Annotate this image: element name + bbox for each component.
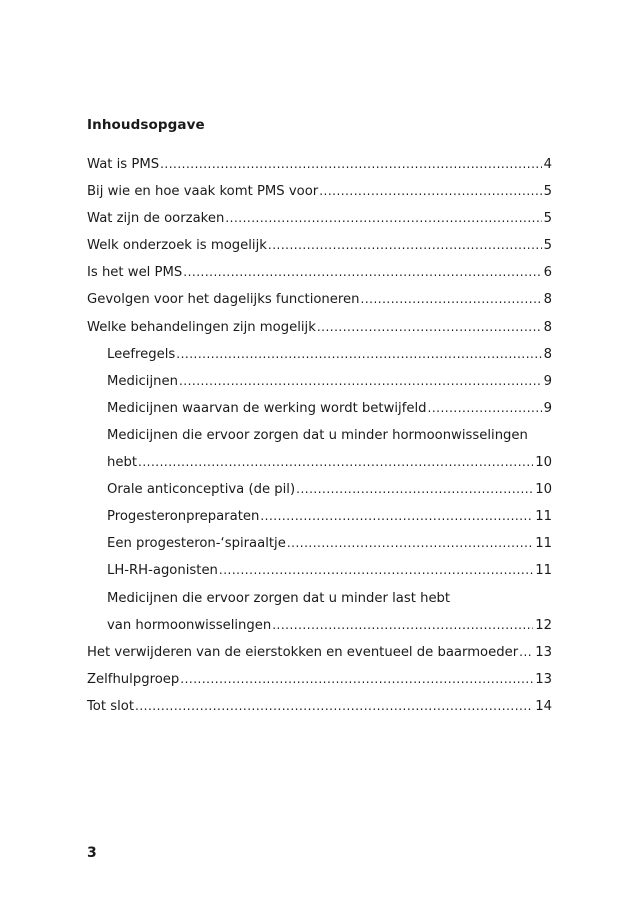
toc-entry-page: 6 — [543, 265, 552, 281]
toc-entry-page: 12 — [535, 617, 552, 633]
toc-entry-label: Gevolgen voor het dagelijks functioneren — [87, 292, 360, 308]
toc-entry-label: Het verwijderen van de eierstokken en eventueel de baarmoeder — [87, 644, 519, 660]
toc-entry-label: Welk onderzoek is mogelijk — [87, 238, 267, 254]
toc-entry-label: Wat zijn de oorzaken — [87, 211, 225, 227]
toc-entry-progesteronpreparaten[interactable] — [87, 503, 552, 530]
dot-leader — [179, 368, 542, 395]
dot-leader — [160, 151, 542, 178]
toc-entry-page: 11 — [535, 563, 552, 579]
toc-entry-label: Zelfhulpgroep — [87, 671, 180, 687]
toc-entry-eierstokken[interactable] — [87, 639, 552, 666]
toc-entry-label: Een progesteron-‘spiraaltje — [107, 536, 286, 552]
toc-entry-page: 5 — [543, 238, 552, 254]
dot-leader — [135, 693, 533, 720]
toc-entry-label: Is het wel PMS — [87, 265, 183, 281]
toc-title: Inhoudsopgave — [87, 117, 205, 133]
toc-entry-page: 11 — [535, 536, 552, 552]
toc-entry-page: 13 — [535, 644, 552, 660]
dot-leader — [183, 259, 541, 286]
toc-entry-page: 11 — [535, 509, 552, 525]
toc-entry-bij-wie[interactable] — [87, 178, 552, 205]
dot-leader — [428, 395, 542, 422]
toc-entry-minder-last-line2[interactable] — [87, 612, 552, 639]
toc-entry-page: 8 — [543, 319, 552, 335]
dot-leader — [272, 612, 533, 639]
dot-leader — [317, 314, 542, 341]
toc-entry-is-het-pms[interactable] — [87, 259, 552, 286]
toc-entry-lh-rh-agonisten[interactable] — [87, 557, 552, 584]
toc-entry-medicijnen-betwijfeld[interactable] — [87, 395, 552, 422]
toc-entry-label: Leefregels — [107, 346, 176, 362]
dot-leader — [138, 449, 533, 476]
toc-entry-label: Tot slot — [87, 698, 135, 714]
toc-entry-page: 14 — [535, 698, 552, 714]
toc-entry-page: 10 — [535, 482, 552, 498]
toc-entry-page: 5 — [543, 184, 552, 200]
toc-entry-page: 9 — [543, 373, 552, 389]
table-of-contents — [87, 151, 552, 720]
toc-entry-label: Medicijnen — [107, 373, 178, 389]
toc-entry-page: 10 — [535, 455, 552, 471]
dot-leader — [287, 530, 533, 557]
toc-entry-minder-hormoonwisselingen-line2[interactable] — [87, 449, 552, 476]
dot-leader — [180, 666, 533, 693]
toc-entry-label: Medicijnen die ervoor zorgen dat u minder last hebt — [107, 590, 451, 606]
toc-entry-page: 8 — [543, 292, 552, 308]
toc-entry-page: 9 — [543, 400, 552, 416]
toc-entry-tot-slot[interactable] — [87, 693, 552, 720]
toc-entry-label: van hormoonwisselingen — [107, 617, 272, 633]
toc-entry-oorzaken[interactable] — [87, 205, 552, 232]
toc-entry-label: Orale anticonceptiva (de pil) — [107, 482, 296, 498]
dot-leader — [361, 286, 542, 313]
dot-leader — [225, 205, 541, 232]
toc-entry-page: 13 — [535, 671, 552, 687]
toc-entry-page: 5 — [543, 211, 552, 227]
dot-leader — [519, 639, 533, 666]
toc-entry-behandelingen[interactable] — [87, 314, 552, 341]
toc-entry-label: hebt — [107, 455, 138, 471]
toc-entry-label: LH-RH-agonisten — [107, 563, 218, 579]
toc-entry-page: 4 — [543, 157, 552, 172]
toc-entry-label: Bij wie en hoe vaak komt PMS voor — [87, 184, 319, 200]
toc-entry-label: Medicijnen waarvan de werking wordt betwijfeld — [107, 400, 427, 416]
toc-entry-leefregels[interactable] — [87, 341, 552, 368]
toc-entry-label: Progesteronpreparaten — [107, 509, 260, 525]
dot-leader — [268, 232, 542, 259]
toc-entry-label: Wat is PMS — [87, 157, 160, 172]
dot-leader — [296, 476, 533, 503]
toc-entry-gevolgen[interactable] — [87, 286, 552, 313]
toc-entry-label: Welke behandelingen zijn mogelijk — [87, 319, 316, 335]
dot-leader — [219, 557, 533, 584]
toc-entry-medicijnen[interactable] — [87, 368, 552, 395]
dot-leader — [319, 178, 541, 205]
toc-entry-wat-is-pms[interactable] — [87, 151, 552, 178]
page-number: 3 — [87, 845, 97, 861]
toc-entry-orale-anticonceptiva[interactable] — [87, 476, 552, 503]
toc-entry-page: 8 — [543, 346, 552, 362]
toc-entry-zelfhulpgroep[interactable] — [87, 666, 552, 693]
toc-entry-onderzoek[interactable] — [87, 232, 552, 259]
toc-entry-label: Medicijnen die ervoor zorgen dat u minder hormoonwisselingen — [107, 427, 528, 443]
dot-leader — [176, 341, 541, 368]
toc-entry-minder-hormoonwisselingen-line1[interactable] — [87, 422, 552, 449]
toc-entry-spiraaltje[interactable] — [87, 530, 552, 557]
toc-entry-minder-last-line1[interactable] — [87, 585, 552, 612]
dot-leader — [260, 503, 533, 530]
